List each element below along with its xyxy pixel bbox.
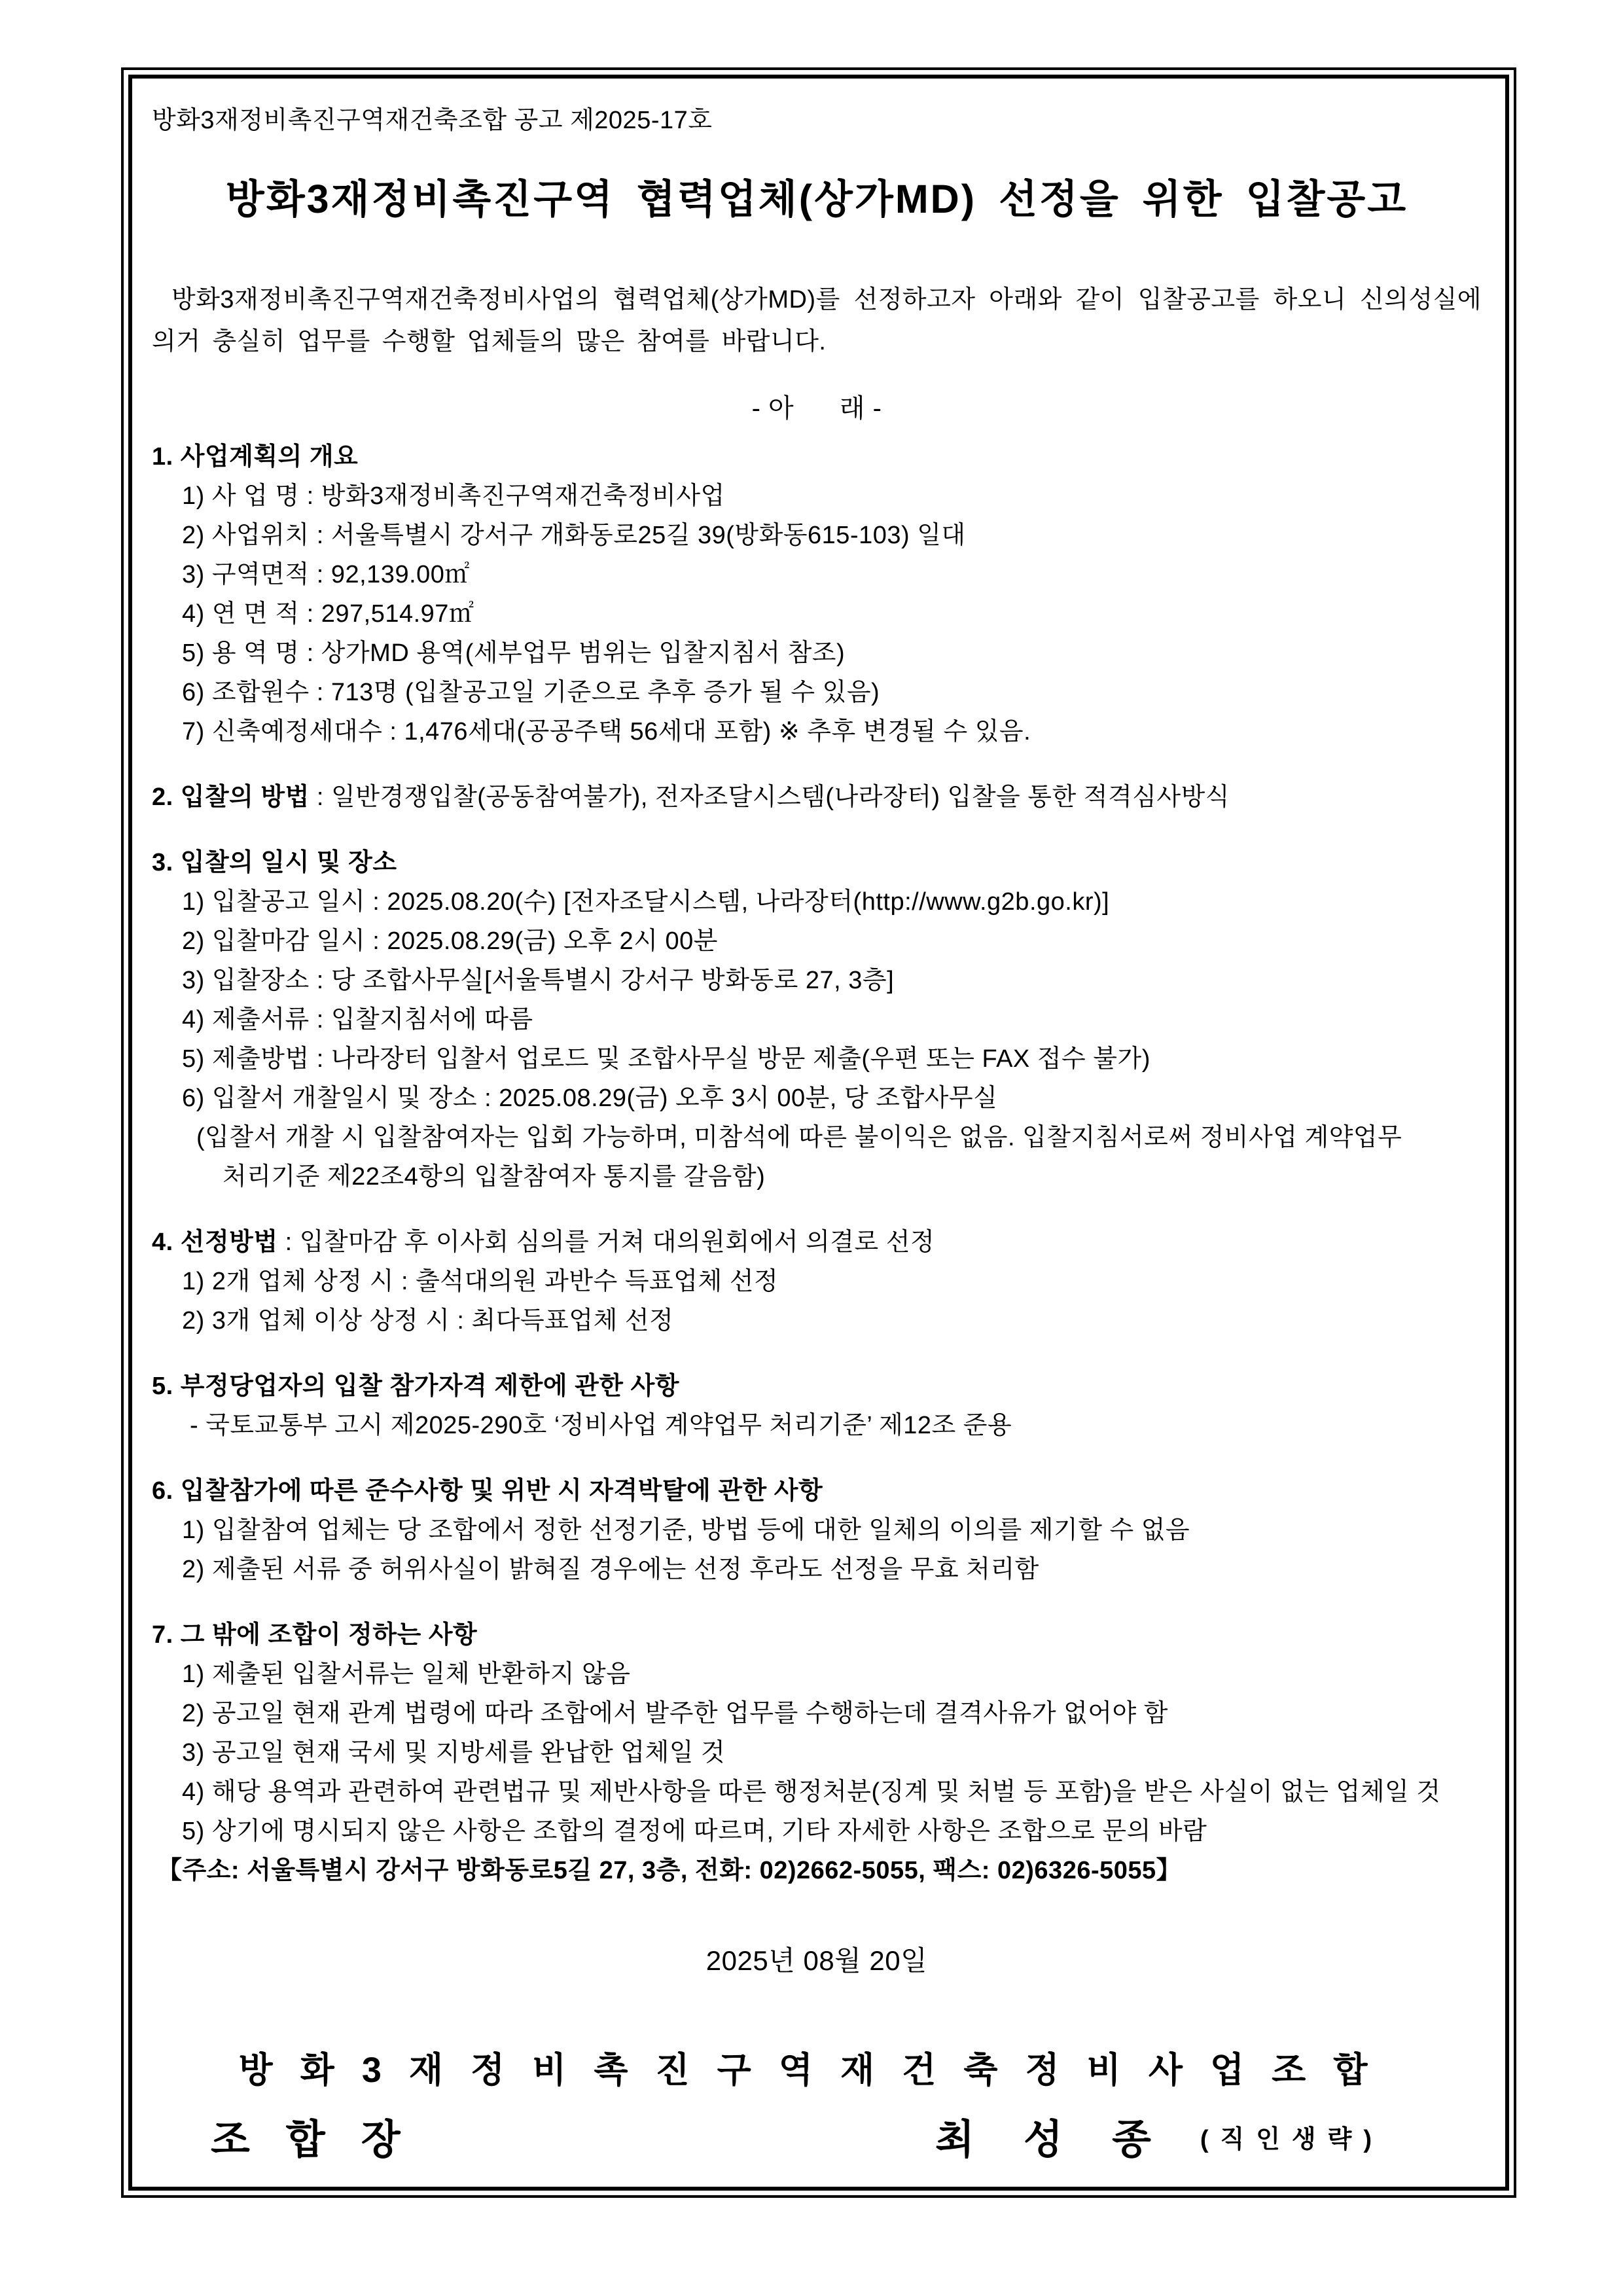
seal-omitted-note: (직인생략) bbox=[1200, 2126, 1383, 2153]
section-item: 4) 해당 용역과 관련하여 관련법규 및 제반사항을 따른 행정처분(징계 및 처벌 등 포함)을 받은 사실이 없는 업체일 것 bbox=[182, 1778, 1441, 1806]
section-item: 7) 신축예정세대수 : 1,476세대(공공주택 56세대 포함) ※ 추후 변경될 수 있음. bbox=[182, 718, 1031, 745]
section-item: 3) 입찰장소 : 당 조합사무실[서울특별시 강서구 방화동로 27, 3층] bbox=[182, 967, 895, 994]
section-compliance bbox=[152, 1471, 1482, 1589]
signature-name: 최성종 bbox=[935, 2117, 1200, 2162]
section-note: 처리기준 제22조4항의 입찰참여자 통지를 갈음함) bbox=[223, 1163, 766, 1191]
section-item: 1) 제출된 입찰서류는 일체 반환하지 않음 bbox=[182, 1660, 631, 1688]
section-item: 2) 3개 업체 이상 상정 시 : 최다득표업체 선정 bbox=[182, 1307, 674, 1335]
section-heading: 3. 입찰의 일시 및 장소 bbox=[152, 849, 397, 876]
section-item: 3) 공고일 현재 국세 및 지방세를 완납한 업체일 것 bbox=[182, 1739, 726, 1767]
section-item: 1) 입찰공고 일시 : 2025.08.20(수) [전자조달시스템, 나라장터(http://www.g2b.go.kr)] bbox=[182, 888, 1110, 916]
document-content bbox=[152, 101, 1482, 2171]
below-divider: - 아 래 - bbox=[751, 394, 882, 423]
section-item: 5) 용 역 명 : 상가MD 용역(세부업무 범위는 입찰지침서 참조) bbox=[182, 639, 846, 667]
section-bid-schedule bbox=[152, 843, 1482, 1196]
section-item: 2) 사업위치 : 서울특별시 강서구 개화동로25길 39(방화동615-103) 일대 bbox=[182, 522, 966, 549]
section-heading: 5. 부정당업자의 입찰 참가자격 제한에 관한 사항 bbox=[152, 1372, 679, 1400]
section-item: 6) 입찰서 개찰일시 및 장소 : 2025.08.29(금) 오후 3시 00분, 당 조합사무실 bbox=[182, 1085, 998, 1112]
signature-role: 조합장 bbox=[211, 2117, 437, 2162]
section-item: 2) 공고일 현재 관계 법령에 따라 조합에서 발주한 업무를 수행하는데 결격사유가 없어야 함 bbox=[182, 1700, 1168, 1727]
section-item: 2) 제출된 서류 중 허위사실이 밝혀질 경우에는 선정 후라도 선정을 무효 처리함 bbox=[182, 1556, 1039, 1583]
section-item: 4) 제출서류 : 입찰지침서에 따름 bbox=[182, 1006, 533, 1033]
section-selection-method bbox=[152, 1223, 1482, 1340]
section-item: 5) 제출방법 : 나라장터 입찰서 업로드 및 조합사무실 방문 제출(우편 또는 FAX 접수 불가) bbox=[182, 1045, 1150, 1073]
section-other-matters bbox=[152, 1615, 1482, 1890]
signature-organization: 방화3재정비촉진구역재건축정비사업조합 bbox=[238, 2051, 1395, 2090]
notice-number: 방화3재정비촉진구역재건축조합 공고 제2025-17호 bbox=[152, 107, 713, 134]
page-title: 방화3재정비촉진구역 협력업체(상가MD) 선정을 위한 입찰공고 bbox=[225, 177, 1408, 221]
announcement-date: 2025년 08월 20일 bbox=[705, 1945, 928, 1976]
section-heading: 4. 선정방법 : 입찰마감 후 이사회 심의를 거쳐 대의원회에서 의결로 선정 bbox=[152, 1229, 935, 1256]
section-item: 6) 조합원수 : 713명 (입찰공고일 기준으로 추후 증가 될 수 있음) bbox=[182, 679, 880, 706]
page-border-inner bbox=[128, 75, 1509, 2191]
section-bid-method bbox=[152, 778, 1482, 817]
signature-row bbox=[152, 2109, 1482, 2171]
intro-paragraph: 방화3재정비촉진구역재건축정비사업의 협력업체(상가MD)를 선정하고자 아래와 같이 입찰공고를 하오니 신의성실에 의거 충실히 업무를 수행할 업체들의 많은 참여를 바랍니다. bbox=[152, 286, 1482, 355]
page-border-outer bbox=[121, 67, 1516, 2198]
section-item: 1) 사 업 명 : 방화3재정비촉진구역재건축정비사업 bbox=[182, 482, 725, 510]
section-project-overview bbox=[152, 437, 1482, 751]
section-item: - 국토교통부 고시 제2025-290호 ‘정비사업 계약업무 처리기준’ 제12조 준용 bbox=[190, 1412, 1012, 1439]
section-item: 1) 입찰참여 업체는 당 조합에서 정한 선정기준, 방법 등에 대한 일체의 이의를 제기할 수 없음 bbox=[182, 1516, 1190, 1544]
section-heading: 7. 그 밖에 조합이 정하는 사항 bbox=[152, 1621, 478, 1649]
section-item: 4) 연 면 적 : 297,514.97㎡ bbox=[182, 600, 474, 628]
section-heading: 6. 입찰참가에 따른 준수사항 및 위반 시 자격박탈에 관한 사항 bbox=[152, 1477, 823, 1505]
section-item: 5) 상기에 명시되지 않은 사항은 조합의 결정에 따르며, 기타 자세한 사항은 조합으로 문의 바람 bbox=[182, 1818, 1207, 1845]
section-note: (입찰서 개찰 시 입찰참여자는 입회 가능하며, 미참석에 따른 불이익은 없음. 입찰지침서로써 정비사업 계약업무 bbox=[196, 1124, 1402, 1151]
section-item: 3) 구역면적 : 92,139.00㎡ bbox=[182, 561, 470, 588]
section-item: 2) 입찰마감 일시 : 2025.08.29(금) 오후 2시 00분 bbox=[182, 927, 718, 955]
union-address-line: 【주소: 서울특별시 강서구 방화동로5길 27, 3층, 전화: 02)2662-5055, 팩스: 02)6326-5055】 bbox=[157, 1857, 1182, 1884]
section-heading: 2. 입찰의 방법 : 일반경쟁입찰(공동참여불가), 전자조달시스템(나라장터) 입찰을 통한 적격심사방식 bbox=[152, 783, 1230, 811]
section-item: 1) 2개 업체 상정 시 : 출석대의원 과반수 득표업체 선정 bbox=[182, 1268, 779, 1295]
section-disqualification bbox=[152, 1367, 1482, 1445]
section-heading: 1. 사업계획의 개요 bbox=[152, 443, 359, 471]
